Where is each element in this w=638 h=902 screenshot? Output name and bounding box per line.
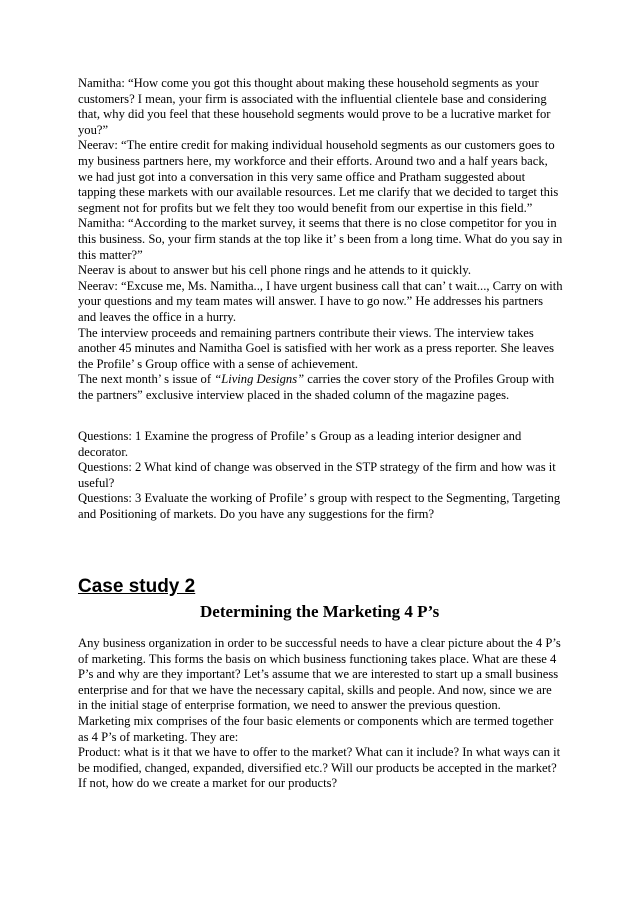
question-item: Questions: 2 What kind of change was observed in the STP strategy of the firm and how was it useful? [78,460,556,490]
interview-paragraph: The interview proceeds and remaining partners contribute their views. The interview takes another 45 minutes and Namitha Goel is satisfied with her work as a press reporter. She leaves the Profile’ s Group office with a sense of achievement. [78,325,554,371]
next-issue-paragraph [78,372,564,403]
interview-paragraph: Neerav: “The entire credit for making individual household segments as our customers goes to my business partners here, my workforce and their efforts. Around two and a half years back, we had just got into a conversation in this very same office and Pratham suggested about tapping these markets with our available resources. Let me clarify that we decided to target this segment not for profits but we felt they too would benefit from our expertise in this field.” [78,138,559,215]
magazine-name: “Living Designs” [214,372,305,387]
case-study-paragraph: Product: what is it that we have to offer to the market? What can it include? In what ways can it be modified, changed, expanded, diversified etc.? Will our products be accepted in the market? If not, how do we create a market for our products? [78,745,561,791]
case-study-title: Case study 2 [78,576,196,597]
question-item: Questions: 3 Evaluate the working of Profile’ s group with respect to the Segmenting, Targeting and Positioning of markets. Do you have any suggestions for the firm? [78,491,561,521]
case-study-paragraph: Any business organization in order to be successful needs to have a clear picture about the 4 P’s of marketing. This forms the basis on which business functioning takes place. What are these 4 P’s and why are they important? Let’s assume that we are interested to start up a small business enterprise and for that we have the necessary capital, skills and people. And now, since we are in the initial stage of enterprise formation, we need to answer the previous question. [78,636,561,713]
interview-paragraph: Namitha: “According to the market survey, it seems that there is no close competitor for you in this business. So, your firm stands at the top like it’ s been from a long time. What do you say in this matter?” [78,216,563,262]
questions-section [78,429,564,523]
interview-paragraph: Neerav is about to answer but his cell phone rings and he attends to it quickly. [78,263,471,278]
case-study-paragraph: Marketing mix comprises of the four basic elements or components which are termed together as 4 P’s of marketing. They are: [78,713,554,744]
question-item: Questions: 1 Examine the progress of Profile’ s Group as a leading interior designer and decorator. [78,429,522,459]
next-issue-text: carries the cover story of the Profiles Group with the partners” exclusive interview placed in the shaded column of the magazine pages. [78,372,555,402]
interview-section [78,76,564,403]
next-issue-text: The next month’ s issue of [78,372,215,387]
interview-paragraph: Neerav: “Excuse me, Ms. Namitha.., I have urgent business call that can’ t wait..., Carry on with your questions and my team mates will answer. I have to go now.” He addresses his partners and leaves the office in a hurry. [78,278,563,324]
case-study-subtitle: Determining the Marketing 4 P’s [200,602,440,621]
interview-paragraph: Namitha: “How come you got this thought about making these household segments as your customers? I mean, your firm is associated with the influential clientele base and considering that, why did you feel that these household segments would prove to be a lucrative market for you?” [78,76,551,137]
case-study-body [78,636,564,792]
